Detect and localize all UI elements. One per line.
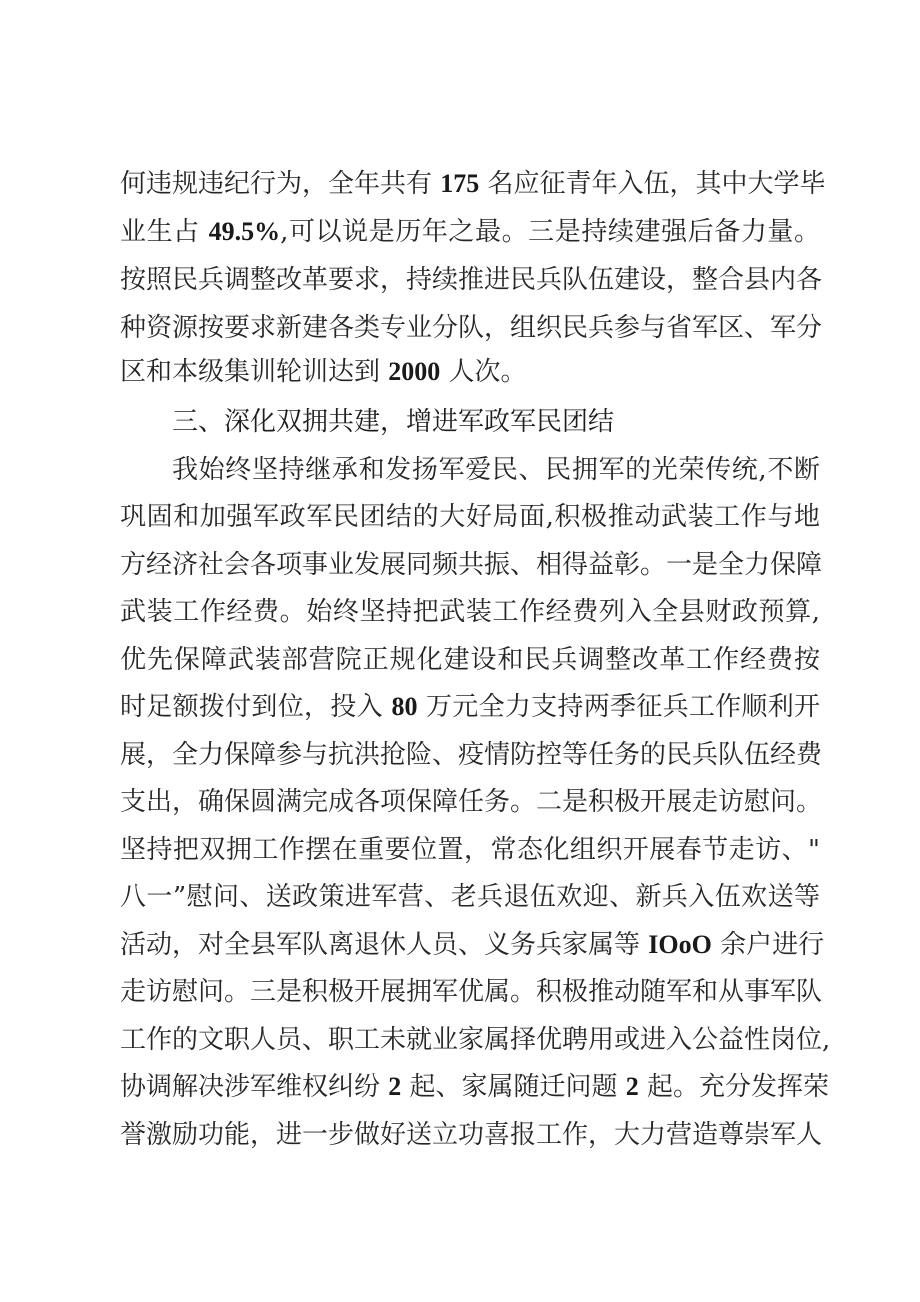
text-run: 起。充分发挥荣 <box>638 1072 830 1102</box>
section-heading: 三、深化双拥共建，增进军政军民团结 <box>172 407 615 437</box>
paragraph-line: 按照民兵调整改革要求，持续推进民兵队伍建设，整合县内各 <box>120 265 823 295</box>
paragraph-line: 八一”慰问、送政策进军营、老兵退伍欢迎、新兵入伍欢送等 <box>120 882 820 912</box>
text-run: 起、家属随迁问题 <box>401 1072 626 1102</box>
number-run: 2 <box>625 1072 639 1101</box>
paragraph-line: 巩固和加强军政军民团结的大好局面,积极推动武装工作与地 <box>120 502 820 532</box>
paragraph-line: 支出，确保圆满完成各项保障任务。二是积极开展走访慰问。 <box>120 787 823 817</box>
number-run: 49.5% <box>208 217 281 246</box>
paragraph-line: 方经济社会各项事业发展同频共振、相得益彰。一是全力保障 <box>120 550 823 580</box>
number-run: 2000 <box>388 357 441 386</box>
paragraph-line <box>120 1067 830 1107</box>
number-run: 80 <box>391 692 418 721</box>
paragraph-line: 优先保障武装部营院正规化建设和民兵调整改革工作经费按 <box>120 645 820 675</box>
paragraph-line <box>120 925 825 965</box>
text-run: 时足额拨付到位，投入 <box>120 692 392 722</box>
text-run: 余户进行 <box>711 930 825 960</box>
paragraph-line <box>120 687 820 727</box>
paragraph-line: 坚持把双拥工作摆在重要位置，常态化组织开展春节走访、" <box>120 835 820 865</box>
number-run: IOoO <box>648 930 712 959</box>
paragraph-line: 工作的文职人员、职工未就业家属择优聘用或进入公益性岗位, <box>120 1025 831 1055</box>
text-run: 协调解决涉军维权纠纷 <box>120 1072 389 1102</box>
number-run: 2 <box>388 1072 402 1101</box>
text-run: ,可以说是历年之最。三是持续建强后备力量。 <box>280 217 820 247</box>
text-run: 名应征青年入伍，其中大学毕 <box>479 169 826 199</box>
text-run: 万元全力支持两季征兵工作顺利开 <box>417 692 821 722</box>
number-run: 175 <box>440 169 480 198</box>
paragraph-line: 誉激励功能，进一步做好送立功喜报工作，大力营造尊崇军人 <box>120 1120 823 1150</box>
text-run: 人次。 <box>440 357 527 387</box>
paragraph-line: 展，全力保障参与抗洪抢险、疫情防控等任务的民兵队伍经费 <box>120 740 823 770</box>
paragraph-line <box>120 164 826 204</box>
paragraph-line: 武装工作经费。始终坚持把武装工作经费列入全县财政预算, <box>120 597 820 627</box>
paragraph-line: 我始终坚持继承和发扬军爱民、民拥军的光荣传统,不断 <box>172 455 820 485</box>
text-run: 活动，对全县军队离退休人员、义务兵家属等 <box>120 930 649 960</box>
text-run: 何违规违纪行为，全年共有 <box>120 169 441 199</box>
paragraph-line: 种资源按要求新建各类专业分队，组织民兵参与省军区、军分 <box>120 313 823 343</box>
text-run: 业生占 <box>120 217 209 247</box>
paragraph-line: 走访慰问。三是积极开展拥军优属。积极推动随军和从事军队 <box>120 977 823 1007</box>
paragraph-line <box>120 352 527 392</box>
text-run: 区和本级集训轮训达到 <box>120 357 389 387</box>
paragraph-line <box>120 212 820 252</box>
